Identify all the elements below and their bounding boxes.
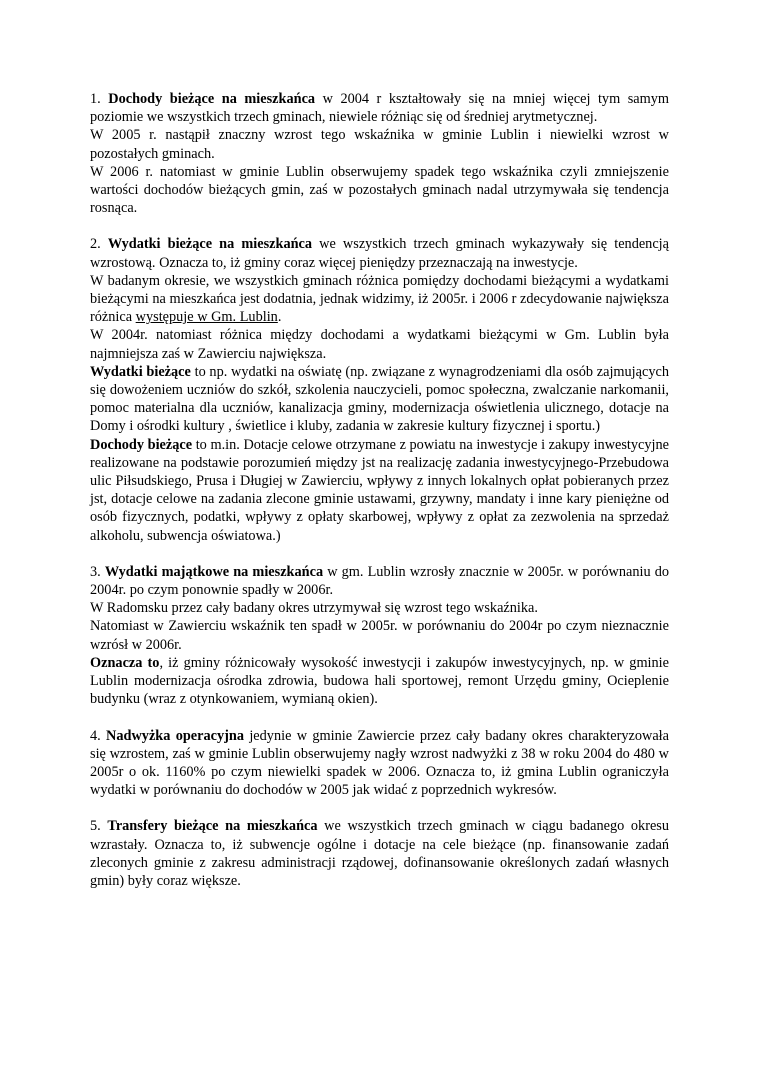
section-5 (90, 817, 669, 890)
paragraph (90, 163, 669, 218)
bold-term: Dochody bieżące na mieszkańca (108, 91, 316, 107)
paragraph (90, 90, 669, 126)
paragraph (90, 126, 669, 162)
paragraph (90, 436, 669, 545)
bold-term: Wydatki majątkowe na mieszkańca (104, 563, 324, 580)
paragraph-text: we wszystkich trzech gminach wykazywały się tendencją wzrostową. Oznacza to, iż gminy coraz więcej pieniędzy przeznaczają na inwestycje. (90, 236, 669, 271)
paragraph (90, 727, 669, 800)
paragraph (90, 326, 669, 362)
item-number: 4. (90, 727, 107, 744)
paragraph-text: W badanym okresie, we wszystkich gminach różnica pomiędzy dochodami bieżącymi a wydatkami bieżącymi na mieszkańca jest dodatnia, jednak widzimy, iż 2005r. i 2006 r zdecydowanie największa różnica (90, 272, 669, 326)
paragraph-text: w gm. Lublin wzrosły znacznie w 2005r. w porównaniu do 2004r. po czym ponownie spadły w 2006r. (90, 563, 670, 599)
paragraph-text: to np. wydatki na oświatę (np. związane z wynagrodzeniami dla osób zajmujących się dowożeniem uczniów do szkół, szkolenia nauczycieli, pomoc społeczna, zwalczanie narkomanii, pomoc materialna dla uczniów, kanalizacja gminy, modernizacja oświetlenia ulicznego, dotacje na Domy i ośrodki kultury , świetlice i kluby, zadania w zakresie kultury fizycznej i sportu.) (90, 363, 669, 435)
bold-term: Dochody bieżące (90, 436, 193, 453)
paragraph-text: to m.in. Dotacje celowe otrzymane z powiatu na inwestycje i zakupy inwestycyjne realizowane na podstawie porozumień między jst na realizację zadania inwestycyjnego-Przebudowa ulic Piłsudskiego, Prusa i Długiej w Zawierciu, wpływy z innych lokalnych opłat pobieranych przez jst, dotacje celowe na zadania zlecone gminie ustawami, grzywny, mandaty i inne kary pieniężne od osób fizycznych, podatki, wpływy z opłaty skarbowej, wpływy z opłat za zezwolenia na sprzedaż alkoholu, subwencja oświatowa.) (90, 436, 670, 544)
bold-term: Wydatki bieżące (90, 363, 191, 380)
paragraph-text: . (277, 309, 282, 326)
paragraph-text: jedynie w gminie Zawiercie przez cały badany okres charakteryzowała się wzrostem, zaś w gminie Lublin obserwujemy nagły wzrost nadwyżki z 38 w roku 2004 do 480 w 2005r o ok. 1160% po czym niewielki spadek w 2006. Oznacza to, iż gmina Lublin ograniczyła wydatki w porównaniu do dochodów w 2005 jak widać z poprzednich wykresów. (90, 727, 669, 799)
section-3 (90, 563, 669, 709)
section-2 (90, 235, 669, 544)
paragraph-text: we wszystkich trzech gminach w ciągu badanego okresu wzrastały. Oznacza to, iż subwencje ogólne i dotacje na cele bieżące (np. finansowanie zadań zleconych gminie z zakresu administracji rządowej, dofinansowanie określonych zadań własnych gmin) były coraz większe. (90, 818, 670, 889)
paragraph-text: , iż gminy różnicowały wysokość inwestycji i zakupów inwestycyjnych, np. w gminie Lublin modernizacja ośrodka zdrowia, budowa hali sportowej, remont Urzędu gminy, Ocieplenie budynku (wraz z otynkowaniem, wymianą okien). (90, 654, 669, 708)
paragraph-text: W 2005 r. nastąpił znaczny wzrost tego wskaźnika w gminie Lublin i niewielki wzrost w pozostałych gminach. (90, 127, 669, 162)
bold-term: Nadwyżka operacyjna (106, 727, 245, 744)
underlined-text: występuje w Gm. Lublin (135, 309, 278, 326)
paragraph-text: W 2004r. natomiast różnica między dochodami a wydatkami bieżącymi w Gm. Lublin była najmniejsza zaś w Zawierciu największa. (90, 327, 669, 362)
paragraph-text: Natomiast w Zawierciu wskaźnik ten spadł w 2005r. w porównaniu do 2004r po czym nieznacznie wzrósł w 2006r. (90, 618, 669, 653)
bold-term: Transfery bieżące na mieszkańca (107, 818, 318, 835)
item-number: 3. (90, 563, 105, 580)
paragraph (90, 563, 669, 599)
paragraph (90, 599, 669, 617)
paragraph-text: w 2004 r kształtowały się na mniej więcej tym samym poziomie we wszystkich trzech gminach, niewiele różniąc się od średniej arytmetycznej. (90, 91, 670, 126)
paragraph (90, 817, 669, 890)
bold-term: Oznacza to (90, 654, 160, 671)
paragraph (90, 272, 669, 327)
paragraph-text: W 2006 r. natomiast w gminie Lublin obserwujemy spadek tego wskaźnika czyli zmniejszenie wartości dochodów bieżących gmin, zaś w pozostałych gminach nadal utrzymywała się tendencja rosnąca. (90, 163, 669, 217)
item-number: 2. (90, 236, 108, 253)
paragraph (90, 617, 669, 653)
paragraph (90, 654, 669, 709)
item-number: 1. (90, 91, 109, 107)
bold-term: Wydatki bieżące na mieszkańca (107, 236, 313, 253)
item-number: 5. (90, 818, 108, 835)
section-1 (90, 90, 669, 217)
paragraph-text: W Radomsku przez cały badany okres utrzymywał się wzrost tego wskaźnika. (90, 600, 538, 617)
section-4 (90, 727, 669, 800)
paragraph (90, 235, 669, 271)
paragraph (90, 363, 669, 436)
